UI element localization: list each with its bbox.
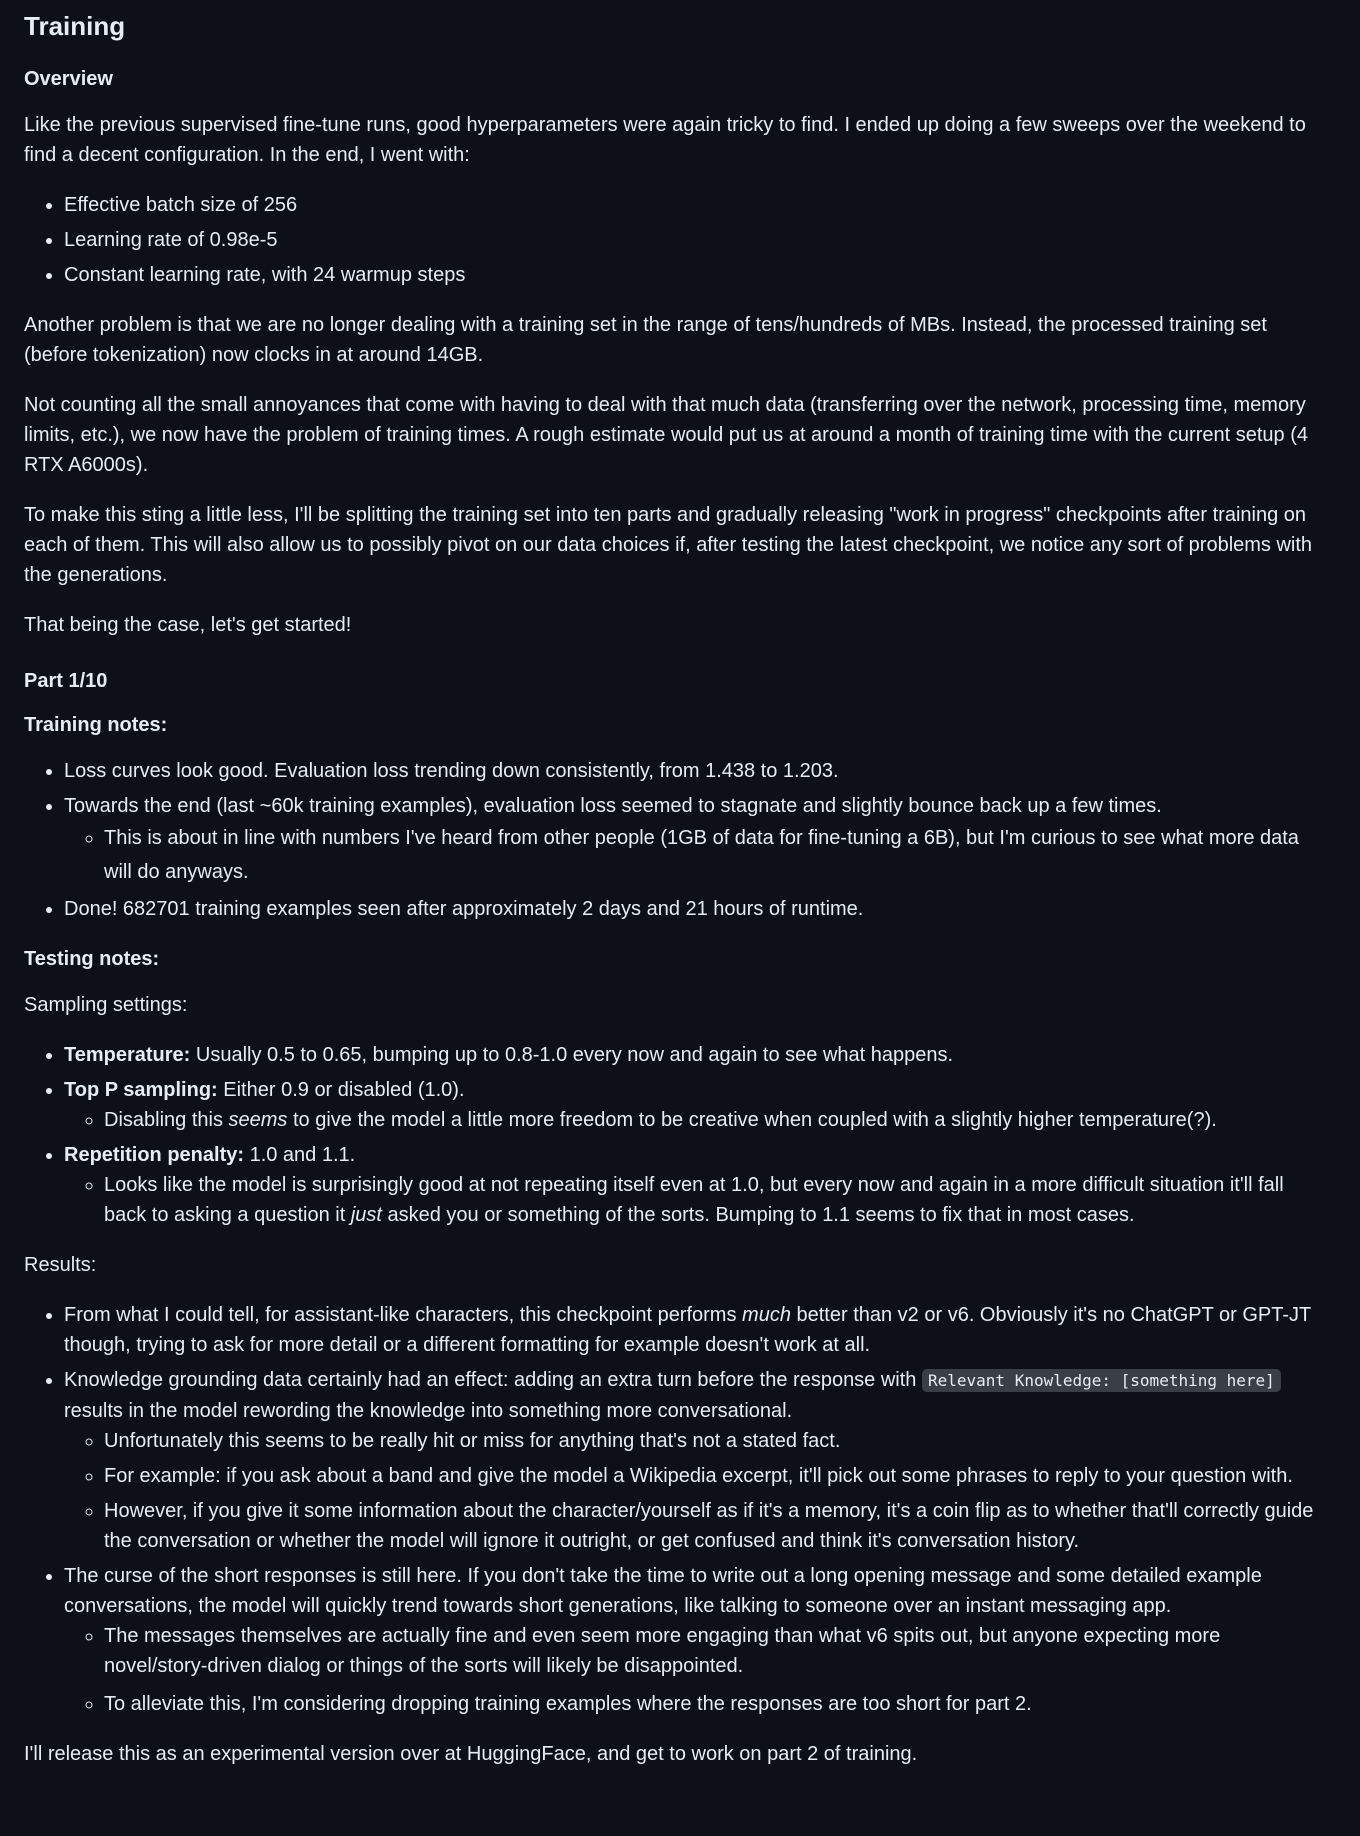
- list-item: • Done! 682701 training examples seen after approximately 2 days and 21 hours of runtime.: [64, 894, 1314, 924]
- repetition-penalty-text: 1.0 and 1.1.: [244, 1144, 356, 1166]
- paragraph-get-started: That being the case, let's get started!: [24, 614, 352, 636]
- overview-intro: Like the previous supervised fine-tune runs, good hyperparameters were again tricky to find. I ended up doing a few sweeps over the weekend to find a decent configuration. In the end, I went with:: [24, 114, 1306, 166]
- top-p-text: Either 0.9 or disabled (1.0).: [217, 1079, 465, 1101]
- emphasis: much: [742, 1304, 791, 1326]
- list-item: [104, 1170, 1314, 1230]
- text: to give the model a little more freedom to be creative when coupled with a slightly higher temperature(?).: [287, 1109, 1217, 1131]
- list-item: [64, 1561, 1314, 1719]
- text: Knowledge grounding data certainly had an effect: adding an extra turn before the response with: [64, 1369, 922, 1391]
- sampling-list: [24, 1040, 1314, 1230]
- list-item: • Loss curves look good. Evaluation loss trending down consistently, from 1.438 to 1.203.: [64, 756, 1314, 786]
- list-item: ◦ Unfortunately this seems to be really hit or miss for anything that's not a stated fact.: [104, 1426, 1314, 1456]
- list-item: ◦ To alleviate this, I'm considering dropping training examples where the responses are too short for part 2.: [104, 1689, 1314, 1719]
- list-item: [64, 1365, 1314, 1556]
- list-item: • Constant learning rate, with 24 warmup steps: [64, 260, 1314, 290]
- list-item: [104, 1105, 1314, 1135]
- list-item: • Learning rate of 0.98e-5: [64, 225, 1314, 255]
- testing-notes-heading: Testing notes:: [24, 948, 160, 970]
- sub-list: [64, 821, 1314, 889]
- sub-list: [64, 1170, 1314, 1230]
- results-list: [24, 1300, 1314, 1719]
- part-heading: Part 1/10: [24, 670, 108, 692]
- emphasis: seems: [228, 1109, 288, 1131]
- list-item-text: Towards the end (last ~60k training examples), evaluation loss seemed to stagnate and slightly bounce back up a few times.: [64, 795, 1162, 817]
- emphasis: just: [350, 1204, 382, 1226]
- text: asked you or something of the sorts. Bumping to 1.1 seems to fix that in most cases.: [381, 1204, 1135, 1226]
- list-item: [64, 1040, 1314, 1070]
- list-item: [64, 1075, 1314, 1135]
- overview-heading: Overview: [24, 68, 113, 90]
- results-label: Results:: [24, 1254, 97, 1276]
- closing-paragraph: I'll release this as an experimental version over at HuggingFace, and get to work on part 2 of training.: [24, 1743, 918, 1765]
- temperature-text: Usually 0.5 to 0.65, bumping up to 0.8-1.0 every now and again to see what happens.: [190, 1044, 954, 1066]
- text: Looks like the model is surprisingly good at not repeating itself even at 1.0, but every now and again in a more difficult situation it'll fall back to asking a question it: [104, 1174, 1284, 1226]
- text: From what I could tell, for assistant-like characters, this checkpoint performs: [64, 1304, 743, 1326]
- sub-list: [64, 1105, 1314, 1135]
- list-item: [64, 791, 1314, 889]
- paragraph-dataset-size: Another problem is that we are no longer dealing with a training set in the range of tens/hundreds of MBs. Instead, the processed training set (before tokenization) now clocks in at around 14GB.: [24, 314, 1267, 366]
- list-item: [64, 1140, 1314, 1230]
- temperature-label: Temperature:: [64, 1044, 191, 1066]
- sub-list: [64, 1621, 1314, 1719]
- list-item: ◦ This is about in line with numbers I've heard from other people (1GB of data for fine-tuning a 6B), but I'm curious to see what more data will do anyways.: [104, 821, 1314, 889]
- list-item: ◦ However, if you give it some information about the character/yourself as if it's a memory, it's a coin flip as to whether that'll correctly guide the conversation or whether the model will ignore it outright, or get confused and think it's conversation history.: [104, 1496, 1314, 1556]
- list-item: [64, 1300, 1314, 1360]
- list-item: ◦ The messages themselves are actually fine and even seem more engaging than what v6 spits out, but anyone expecting more novel/story-driven dialog or things of the sorts will likely be disappointed.: [104, 1621, 1314, 1681]
- sampling-settings-label: Sampling settings:: [24, 994, 188, 1016]
- page-title: Training: [24, 11, 126, 41]
- list-item: ◦ For example: if you ask about a band and give the model a Wikipedia excerpt, it'll pick out some phrases to reply to your question with.: [104, 1461, 1314, 1491]
- paragraph-training-time: Not counting all the small annoyances that come with having to deal with that much data (transferring over the network, processing time, memory limits, etc.), we now have the problem of training times. A rough estimate would put us at around a month of training time with the current setup (4 RTX A6000s).: [24, 394, 1308, 476]
- inline-code: Relevant Knowledge: [something here]: [922, 1369, 1281, 1392]
- list-item: • Effective batch size of 256: [64, 190, 1314, 220]
- config-list: [24, 190, 1314, 290]
- paragraph-split-plan: To make this sting a little less, I'll be splitting the training set into ten parts and gradually releasing "work in progress" checkpoints after training on each of them. This will also allow us to possibly pivot on our data choices if, after testing the latest checkpoint, we notice any sort of problems with the generations.: [24, 504, 1313, 586]
- training-notes-heading: Training notes:: [24, 714, 168, 736]
- text: Disabling this: [104, 1109, 229, 1131]
- text: results in the model rewording the knowledge into something more conversational.: [64, 1400, 793, 1422]
- training-notes-list: [24, 756, 1314, 924]
- repetition-penalty-label: Repetition penalty:: [64, 1144, 245, 1166]
- text: The curse of the short responses is still here. If you don't take the time to write out a long opening message and some detailed example conversations, the model will quickly trend towards short generations, like talking to someone over an instant messaging app.: [64, 1565, 1262, 1617]
- sub-list: [64, 1426, 1314, 1556]
- text: better than v2 or v6. Obviously it's no ChatGPT or GPT-JT though, trying to ask for more detail or a different formatting for example doesn't work at all.: [64, 1304, 1311, 1356]
- top-p-label: Top P sampling:: [64, 1079, 218, 1101]
